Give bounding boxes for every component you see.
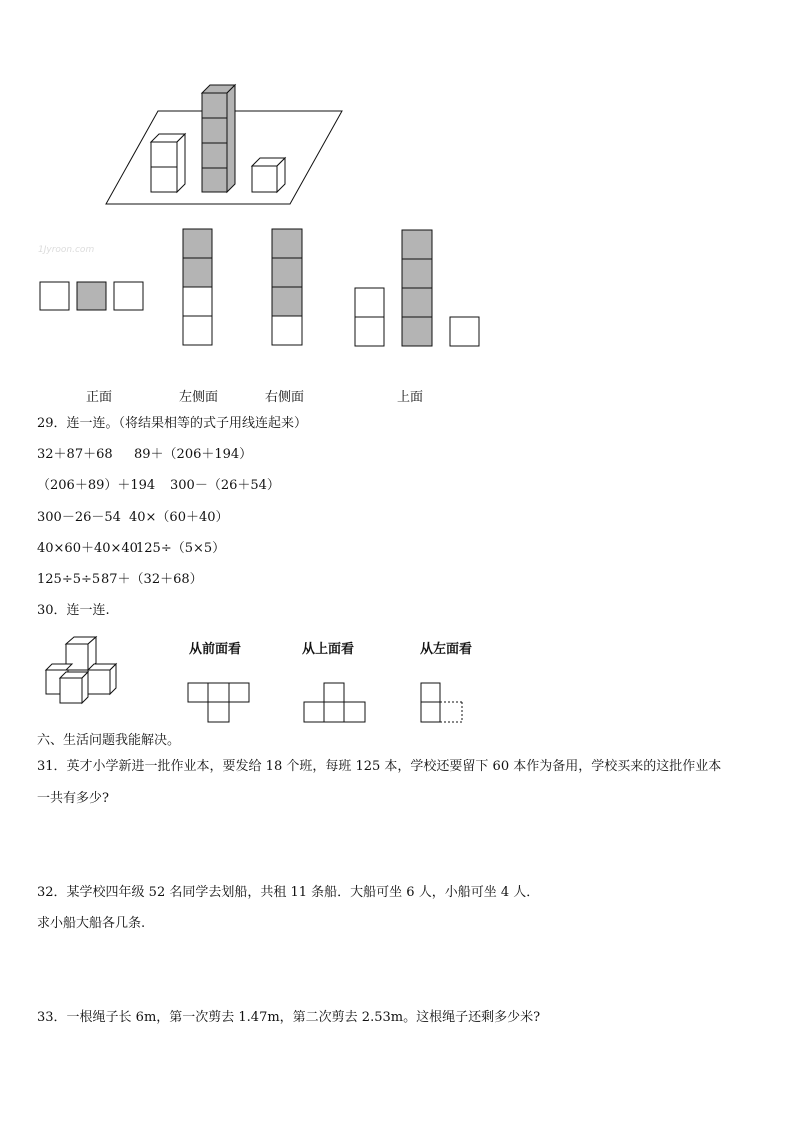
q29-row1-right: 89＋（206＋194）: [134, 447, 253, 462]
q29-row5-right: 87＋（32＋68）: [101, 572, 203, 587]
q29-title: 29．连一连。（将结果相等的式子用线连起来）: [37, 416, 308, 431]
right-view-label: 右侧面: [265, 390, 305, 405]
q32-line1: 32．某学校四年级 52 名同学去划船，共租 11 条船．大船可坐 6 人，小船可坐 4 人．: [37, 885, 540, 900]
top-view-label: 上面: [397, 390, 424, 405]
q30-cube-group: [46, 637, 116, 703]
q30-top-view: [304, 683, 365, 722]
q29-row4-left: 40×60＋40×40: [37, 541, 138, 556]
q29-row3-left: 300－26－54: [37, 510, 121, 525]
q29-row2-right: 300－（26＋54）: [170, 478, 280, 493]
section6-title: 六、生活问题我能解决。: [37, 733, 181, 748]
q31-line2: 一共有多少?: [37, 791, 109, 806]
q29-row3-right: 40×（60＋40）: [129, 510, 229, 525]
q29-row4-right: 125÷（5×5）: [136, 541, 226, 556]
left-view-label: 左侧面: [179, 390, 219, 405]
q29-row1-left: 32＋87＋68: [37, 447, 113, 462]
q30-left-label: 从左面看: [420, 642, 473, 657]
q30-title: 30．连一连.: [37, 603, 110, 618]
watermark: 1Jyroon.com: [38, 245, 95, 255]
q32-line2: 求小船大船各几条.: [37, 916, 146, 931]
q30-front-label: 从前面看: [189, 642, 242, 657]
q30-left-view: [421, 683, 462, 722]
q29-row5-left: 125÷5÷5: [37, 572, 101, 587]
q31-line1: 31．英才小学新进一批作业本，要发给 18 个班，每班 125 本，学校还要留下 60 本作为备用，学校买来的这批作业本: [37, 759, 722, 774]
q29-row2-left: （206＋89）＋194: [37, 478, 156, 493]
q30-top-label: 从上面看: [302, 642, 355, 657]
front-view-label: 正面: [86, 390, 113, 405]
q30-front-view: [188, 683, 249, 722]
q33-line1: 33．一根绳子长 6m，第一次剪去 1.47m，第二次剪去 2.53m。这根绳子还剩多少米?: [37, 1010, 541, 1025]
